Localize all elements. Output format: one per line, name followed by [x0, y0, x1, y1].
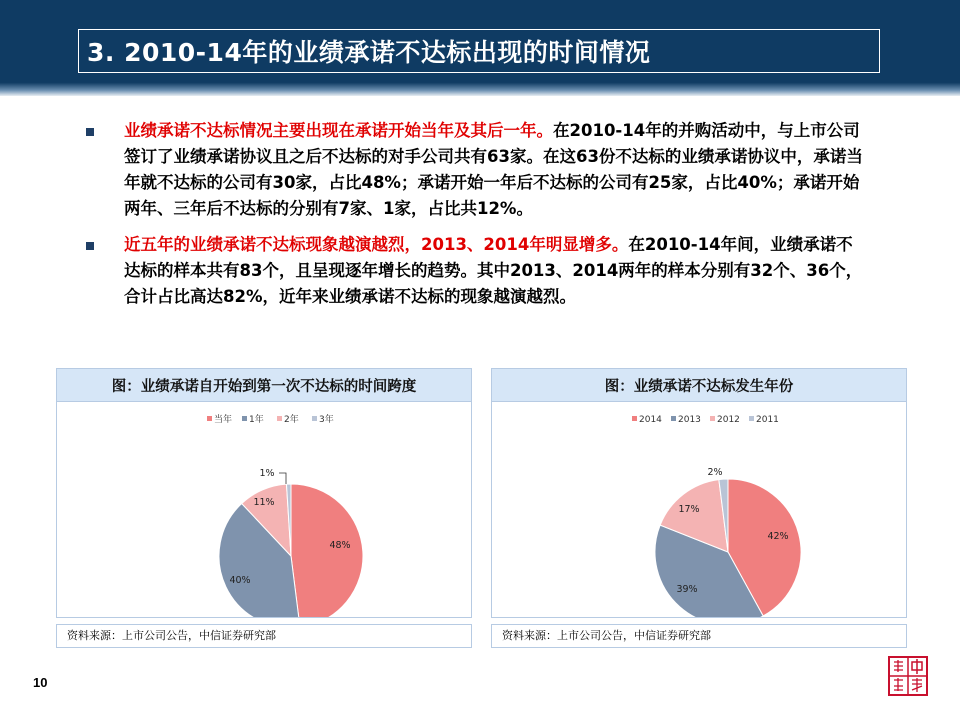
chart-panel-left: [56, 368, 472, 618]
bullet-body: 在2010-14年间，业绩承诺不达标的样本共有83个，且呈现逐年增长的趋势。其中2013、2014两年的样本分别有32个、36个，合计占比高达82%，近年来业绩承诺不达标的现象越演越烈。: [124, 235, 863, 306]
data-label: 17%: [678, 504, 700, 515]
legend-swatch: [710, 416, 715, 421]
pie-slice: [291, 484, 363, 617]
bullet-text-2: [124, 232, 869, 310]
page-title: 3. 2010-14年的业绩承诺不达标出现的时间情况: [87, 38, 651, 67]
legend-swatch: [207, 416, 212, 421]
bullet-item-1: [86, 118, 876, 222]
legend-label: 2014: [639, 415, 662, 425]
pie-chart-time-span: [57, 402, 471, 617]
legend-swatch: [277, 416, 282, 421]
legend-label: 3年: [319, 415, 334, 425]
citic-securities-logo: [888, 656, 928, 696]
legend-label: 2年: [284, 415, 299, 425]
title-box: [78, 29, 880, 73]
bullet-text-1: [124, 118, 869, 222]
data-label: 11%: [253, 497, 275, 508]
legend-swatch: [312, 416, 317, 421]
legend-swatch: [749, 416, 754, 421]
bullet-highlight: 业绩承诺不达标情况主要出现在承诺开始当年及其后一年。: [124, 121, 553, 140]
data-label: 1%: [259, 468, 275, 479]
legend-label: 2011: [756, 415, 779, 425]
bullet-body: 在2010-14年的并购活动中，与上市公司签订了业绩承诺协议且之后不达标的对手公司共有63家。在这63份不达标的业绩承诺协议中，承诺当年就不达标的公司有30家，占比48%；承诺开始一年后不达标的公司有25家，占比40%；承诺开始两年、三年后不达标的分别有7家、1家，占比共12%。: [124, 121, 863, 218]
pie-chart-year: [492, 402, 906, 617]
source-note-right: 资料来源：上市公司公告，中信证券研究部: [491, 624, 907, 648]
legend-swatch: [242, 416, 247, 421]
bullet-highlight: 近五年的业绩承诺不达标现象越演越烈，2013、2014年明显增多。: [124, 235, 629, 254]
legend-label: 1年: [249, 415, 264, 425]
data-label: 48%: [329, 540, 351, 551]
legend-swatch: [632, 416, 637, 421]
data-label: 39%: [676, 584, 698, 595]
bullet-square-icon: [86, 242, 94, 250]
legend-label: 2012: [717, 415, 740, 425]
bullet-list: [86, 118, 876, 320]
source-note-left: 资料来源：上市公司公告，中信证券研究部: [56, 624, 472, 648]
legend-label: 当年: [214, 415, 233, 425]
leader-line: [279, 473, 286, 484]
bullet-square-icon: [86, 128, 94, 136]
chart-panel-right: [491, 368, 907, 618]
chart-title-left: 图：业绩承诺自开始到第一次不达标的时间跨度: [57, 369, 471, 402]
data-label: 40%: [229, 575, 251, 586]
chart-title-right: 图：业绩承诺不达标发生年份: [492, 369, 906, 402]
legend-label: 2013: [678, 415, 701, 425]
bullet-item-2: [86, 232, 876, 310]
legend-swatch: [671, 416, 676, 421]
page-number: 10: [33, 675, 48, 690]
data-label: 2%: [707, 467, 723, 478]
data-label: 42%: [767, 531, 789, 542]
